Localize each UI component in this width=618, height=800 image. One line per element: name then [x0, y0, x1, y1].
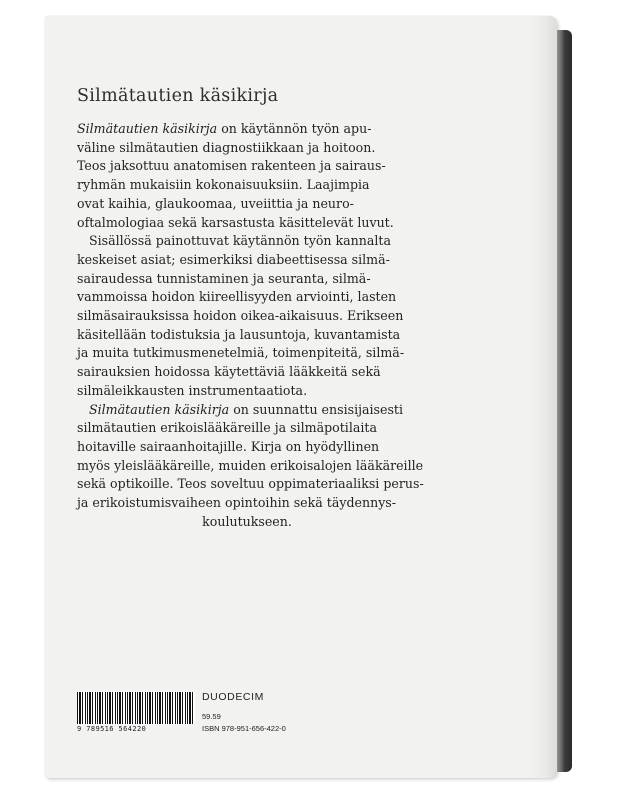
- blurb-line: väline silmätautien diagnostiikkaan ja hoitoon.: [77, 139, 376, 155]
- blurb-line: käsitellään todistuksia ja lausuntoja, kuvantamista: [77, 326, 401, 342]
- blurb-line: ja erikoistumisvaiheen opintoihin sekä täydennys-: [77, 495, 397, 511]
- blurb-line: silmätautien erikoislääkäreille ja silmäpotilaita: [77, 420, 377, 436]
- blurb-line: myös yleislääkäreille, muiden erikoisalojen lääkäreille: [77, 457, 424, 473]
- blurb-line: Teos jaksottuu anatomisen rakenteen ja sairaus-: [77, 158, 386, 174]
- blurb-paragraph-1: [77, 120, 417, 232]
- blurb-line: Sisällössä painottuvat käytännön työn kannalta: [89, 233, 391, 249]
- cover-edge: [529, 16, 557, 778]
- blurb-line: sekä optikoille. Teos soveltuu oppimateriaaliksi perus-: [77, 476, 424, 492]
- blurb-line: vammoissa hoidon kiireellisyyden arviointi, lasten: [77, 289, 397, 305]
- blurb-line: oftalmologiaa sekä karsastusta käsittelevät luvut.: [77, 214, 394, 230]
- price-code: 59.59: [202, 712, 221, 721]
- book-title: Silmätautien käsikirja: [77, 86, 279, 106]
- blurb-line: keskeiset asiat; esimerkiksi diabeettisessa silmä-: [77, 251, 390, 267]
- blurb-text: on käytännön työn apu-: [217, 121, 372, 136]
- barcode-bars: [77, 692, 195, 724]
- blurb-line: ja muita tutkimusmenetelmiä, toimenpiteitä, silmä-: [77, 345, 405, 361]
- book-title-italic: Silmätautien käsikirja: [89, 401, 230, 417]
- barcode-number: 9 789516 564220: [77, 725, 147, 733]
- blurb-line: hoitaville sairaanhoitajille. Kirja on hyödyllinen: [77, 438, 380, 454]
- blurb-paragraph-2: [77, 232, 417, 400]
- blurb-line: ovat kaihia, glaukoomaa, uveiittia ja neuro-: [77, 195, 354, 211]
- blurb-line: sairaudessa tunnistaminen ja seuranta, silmä-: [77, 270, 371, 286]
- isbn-text: ISBN 978-951-656-422-0: [202, 724, 286, 733]
- blurb-line: koulutukseen.: [202, 513, 292, 529]
- blurb-line: silmäleikkausten instrumentaatiota.: [77, 382, 308, 398]
- blurb-paragraph-3: [77, 401, 424, 532]
- book-title-italic: Silmätautien käsikirja: [77, 121, 218, 136]
- publisher-name: DUODECIM: [202, 691, 264, 703]
- blurb-text: on suunnattu ensisijaisesti: [229, 401, 404, 417]
- blurb-line: ryhmän mukaisiin kokonaisuuksiin. Laajimpia: [77, 177, 370, 193]
- blurb-line: silmäsairauksissa hoidon oikea-aikaisuus. Erikseen: [77, 308, 404, 324]
- blurb-line: sairauksien hoidossa käytettäviä lääkkeitä sekä: [77, 364, 381, 380]
- isbn-barcode: [77, 692, 195, 736]
- back-cover-blurb: [77, 120, 424, 531]
